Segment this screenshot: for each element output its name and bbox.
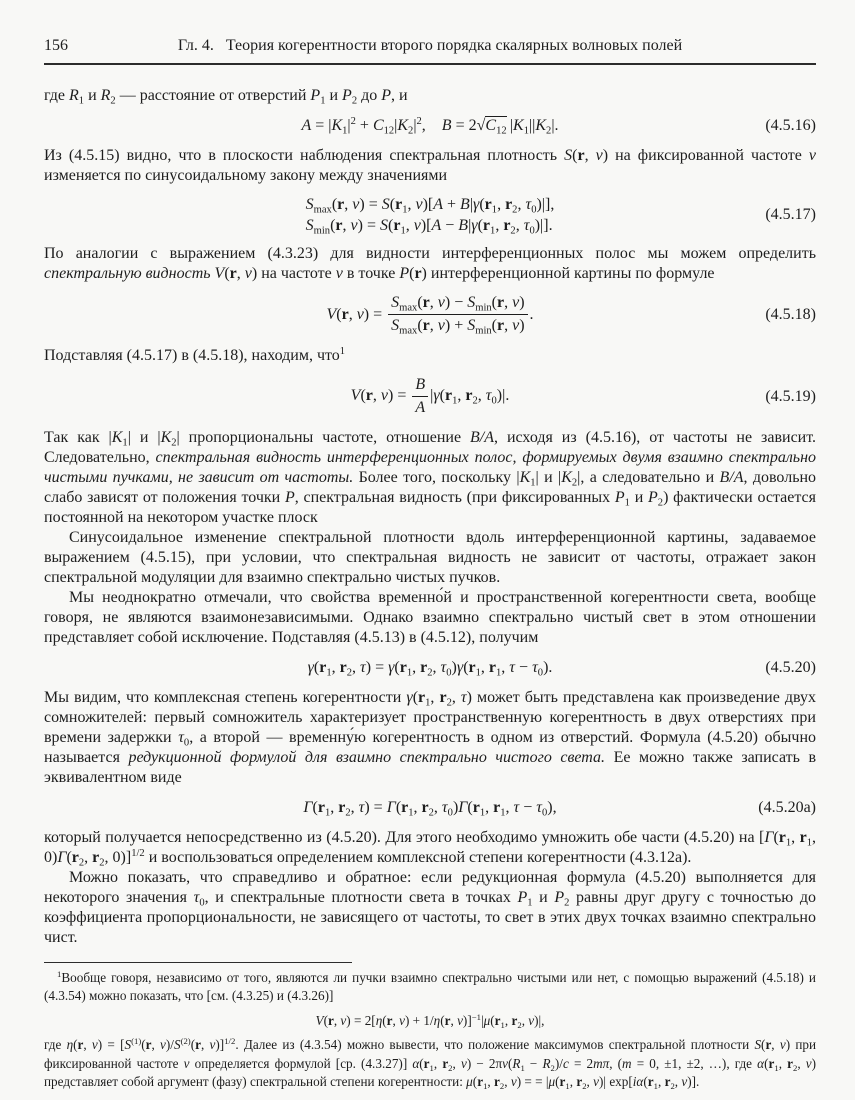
equation-body	[350, 375, 510, 417]
paragraph-observation-plane: Из (4.5.15) видно, что в плоскости наблюдения спектральная плотность S(r, ν) на фиксированной частоте ν изменяется по синусоидальному закону между значениями	[44, 147, 817, 184]
paragraph-which-follows: который получается непосредственно из (4.5.20). Для этого необходимо умножить обе части (4.5.20) на [$\Gamma(r_1$, $r_1$, $0)\Gamma(r_2$, $r_2$, 0)]$^{1/2}$ и воспользоваться определением комплексной степени когерентности (4.3.12а).	[44, 828, 816, 868]
fraction-denominator: $S_{max}(r$, $\nu) + S_{min}(r$, ν)	[391, 317, 525, 337]
fraction-denominator: A	[415, 399, 426, 417]
equation-4-5-18	[44, 294, 816, 336]
paragraph-sinusoidal-change: Синусоидальное изменение спектральной плотности вдоль интерференционной картины, задаваемое выражением (4.5.15), при условии, что спектральная видность не зависит от частоты, отражает закон спектральной модуляции для взаимно спектрально чистых пучков.	[44, 528, 816, 586]
paragraph-substituting: Подставляя (4.5.17) в (4.5.18), находим, что$^1$	[44, 345, 346, 364]
paragraph-repeatedly-noted: Мы неоднократно отмечали, что свойства временно́й и пространственной когерентности света, вообще говоря, не являются взаимонезависимыми. Однако взаимно спектрально чистый свет в этом отношении представляет собой исключение. Подставляя (4.5.13) в (4.5.12), получим	[44, 588, 816, 646]
paragraph-analogy-visibility: По аналогии с выражением (4.3.23) для видности интерференционных полос мы можем определить спектральную видность V(r, ν) на частоте ν в точке P(r) интерференционной картины по формуле	[44, 245, 816, 282]
equation-4-5-17	[44, 194, 816, 236]
equation-number: (4.5.20)	[765, 658, 816, 676]
page-number: 156	[44, 37, 68, 54]
equation-rhs: .	[529, 305, 534, 323]
equation-4-5-19	[44, 376, 816, 418]
equation-number: (4.5.16)	[765, 117, 816, 134]
paragraph-converse: Можно показать, что справедливо и обратное: если редукционная формула (4.5.20) выполняется для некоторого значения $\tau_0$, и спектральные плотности света в точках $P_1$ и $P_2$ равны друг другу с точностью до коэффициента пропорциональности, не зависящего от частоты, то свет в этих двух точках взаимно спектрально чист.	[44, 868, 817, 946]
footnote-separator	[44, 962, 352, 963]
page-body	[44, 86, 816, 948]
equation-4-5-20	[44, 658, 816, 678]
equation-lhs: V(r, ν) =	[350, 387, 411, 405]
equation-body: V(r, ν) = 2[η(r, ν) + 1/η(r, $\nu)]^{-1}|\mu(r_1$, $r_2$, ν)|,	[315, 1011, 545, 1030]
footnote-text-2: где η(r, $\nu) = [S^{(1)}(r$, $\nu)/S^{(2)}(r$, ν)]$^{1/2}$. Далее из (4.3.54) можно вывести, что положение максимумов спектральной плотности S(r, ν) при фиксированной частоте ν определяется формулой [ср. (4.3.27)] $\alpha(r_1$, $r_2$, $\nu) - 2\pi\nu(R_1 - R_2)/c = 2m\pi$, (m = 0, ±1, ±2, …), где $\alpha(r_1$, $r_2$, ν) представляет собой аргумент (фазу) спектральной степени когерентности: $\mu(r_1$, $r_2$, ν) = = $|\mu(r_1$, $r_2$, ν)| $\exp[i\alpha(r_1$, $r_2$, ν)].	[44, 1036, 817, 1091]
equation-number: (4.5.20а)	[758, 798, 816, 816]
paragraph-we-see-product: Мы видим, что комплексная степень когерентности $\gamma(r_1$, $r_2$, τ) может быть представлена как произведение двух сомножителей: первый сомножитель характеризует пространственную когерентность в двух отверстиях при времени задержки $\tau_0$, а второй — временну́ю когерентность в одном из отверстий. Формула (4.5.20) обычно называется редукционной формулой для взаимно спектрально чистого света. Ее можно также записать в эквивалентном виде	[44, 688, 817, 786]
footnote	[44, 962, 816, 1092]
equation-body: $\gamma(r_1$, $r_2$, $\tau) = \gamma(r_1$, $r_2$, $\tau_0)\gamma(r_1$, $r_1$, $\tau - \tau_0$).	[307, 658, 553, 678]
equation-body: $\Gamma(r_1$, $r_2$, $\tau) = \Gamma(r_1$, $r_2$, $\tau_0)\Gamma(r_1$, $r_1$, $\tau - \tau_0$),	[303, 798, 557, 818]
fraction	[412, 376, 428, 418]
fraction-numerator: $S_{max}(r$, $\nu) - S_{min}(r$, ν)	[388, 294, 527, 315]
equation-4-5-16	[44, 116, 816, 136]
equation-body: $A = |K_1|^2 + C_{12}|K_2|^2$, $B = 2√C_{12}$ $|K_1||K_2|$.	[301, 116, 559, 137]
equation-lhs: V(r, ν) =	[326, 305, 387, 323]
equation-4-5-20a	[44, 798, 816, 818]
footnote-equation	[44, 1012, 816, 1031]
equation-rhs: $|\gamma(r_1$, $r_2$, $\tau_0)|$.	[430, 387, 510, 407]
equation-body	[306, 194, 555, 236]
chapter-title: Гл. 4. Теория когерентности второго порядка скалярных волновых полей	[177, 37, 683, 54]
footnote-text-1: $^1$Вообще говоря, независимо от того, являются ли пучки взаимно спектрально чистыми или нет, с помощью выражений (4.5.18) и (4.3.54) можно показать, что [см. (4.3.25) и (4.3.26)]	[44, 968, 816, 1004]
paragraph-distances: где $R_1$ и $R_2$ — расстояние от отверстий $P_1$ и $P_2$ до P, и	[44, 87, 408, 107]
fraction-numerator: B	[412, 376, 428, 397]
paragraph-since-proportional: Так как $|K_1|$ и $|K_2|$ пропорциональны частоте, отношение B/A, исходя из (4.5.16), от частоты не зависит. Следовательно, спектральная видность интерференционных полос, формируемых двумя взаимно спектрально чистыми пучками, не зависит от частоты. Более того, поскольку $|K_1|$ и $|K_2|$, а следовательно и B/A, довольно слабо зависят от положения точки P, спектральная видность (при фиксированных $P_1$ и $P_2$) фактически остается постоянной на некотором участке плоск	[44, 428, 817, 526]
equation-number: (4.5.18)	[765, 305, 816, 323]
equation-line-smin: $S_{min}(r$, $\nu) = S(r_1$, $\nu)[A - B|\gamma(r_1$, $r_2$, $\tau_0)|$].	[305, 217, 553, 237]
equation-line-smax: $S_{max}(r$, $\nu) = S(r_1$, $\nu)[A + B|\gamma(r_1$, $r_2$, $\tau_0)|$],	[305, 196, 555, 216]
equation-number: (4.5.19)	[765, 387, 816, 405]
page-content	[44, 36, 816, 1092]
equation-number: (4.5.17)	[765, 206, 816, 223]
page-header	[44, 36, 816, 65]
fraction	[388, 294, 527, 336]
